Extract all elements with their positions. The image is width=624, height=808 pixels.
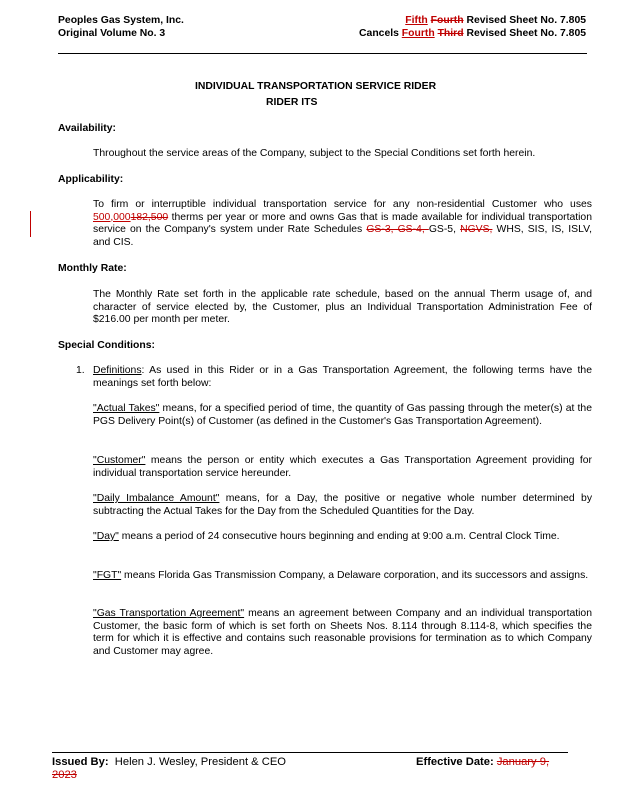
definition-item: "Daily Imbalance Amount" means, for a Day, the positive or negative whole number determined by subtracting the Actual Takes for the Day from the Scheduled Quantities for the Day. bbox=[93, 493, 593, 517]
item-number: 1. bbox=[76, 365, 85, 376]
definition-item: "Day" means a period of 24 consecutive hours beginning and ending at 9:00 a.m. Central Clock Time. bbox=[93, 531, 560, 542]
availability-text: Throughout the service areas of the Company, subject to the Special Conditions set forth herein. bbox=[93, 148, 536, 159]
monthly-rate-text: The Monthly Rate set forth in the applicable rate schedule, based on the annual Therm usage of, and character of service elected by, the Customer, plus an Individual Transportation Administration Fee of $216.00 per month per meter. bbox=[93, 289, 592, 326]
header-left bbox=[58, 15, 318, 40]
header-right bbox=[286, 15, 586, 40]
definition-item: "Customer" means the person or entity which executes a Gas Transportation Agreement providing for individual transportation service hereunder. bbox=[93, 455, 592, 479]
definition-item: "Gas Transportation Agreement" means an agreement between Company and an individual transportation Customer, the basic form of which is set forth on Sheets Nos. 8.114 through 8.114-8, which specifies the term for which it is effective and contains such reasonable provisions for termination as to which Company and Customer may agree. bbox=[93, 608, 592, 657]
rider-subtitle: RIDER ITS bbox=[266, 97, 318, 108]
availability-heading: Availability: bbox=[58, 123, 116, 134]
definitions-intro: Definitions: As used in this Rider or in a Gas Transportation Agreement, the following terms have the meanings set forth below: bbox=[93, 365, 592, 389]
company-name: Peoples Gas System, Inc. bbox=[58, 15, 184, 26]
applicability-text: To firm or interruptible individual transportation service for any non-residential Customer who uses 500,000182,500 therms per year or more and owns Gas that is made available for individual transportation service on the Company's system under Rate Schedules GS-3, GS-4, GS-5, NGVS, WHS, SIS, IS, ISLV, and CIS. bbox=[93, 199, 592, 248]
monthly-rate-heading: Monthly Rate: bbox=[58, 263, 127, 274]
revision-bar bbox=[30, 211, 31, 237]
effective-year-deleted: 2023 bbox=[52, 769, 77, 781]
cancels-sheet: Cancels Fourth Third Revised Sheet No. 7.805 bbox=[359, 27, 586, 39]
applicability-heading: Applicability: bbox=[58, 174, 124, 185]
volume-number: Original Volume No. 3 bbox=[58, 27, 166, 39]
issued-by: Issued By: Helen J. Wesley, President & CEO bbox=[52, 756, 286, 768]
rider-title: INDIVIDUAL TRANSPORTATION SERVICE RIDER bbox=[195, 81, 437, 92]
footer-rule bbox=[52, 752, 568, 753]
definition-item: "Actual Takes" means, for a specified period of time, the quantity of Gas passing through the meter(s) at the PGS Delivery Point(s) of Customer (as defined in the Customer's Gas Transportation Agreement). bbox=[93, 403, 592, 427]
special-conditions-heading: Special Conditions: bbox=[58, 340, 155, 351]
sheet-number: Fifth Fourth Revised Sheet No. 7.805 bbox=[405, 15, 586, 26]
effective-date: Effective Date: January 9, bbox=[416, 756, 550, 768]
header-rule bbox=[58, 53, 587, 54]
definition-item: "FGT" means Florida Gas Transmission Company, a Delaware corporation, and its successors and assigns. bbox=[93, 570, 589, 581]
